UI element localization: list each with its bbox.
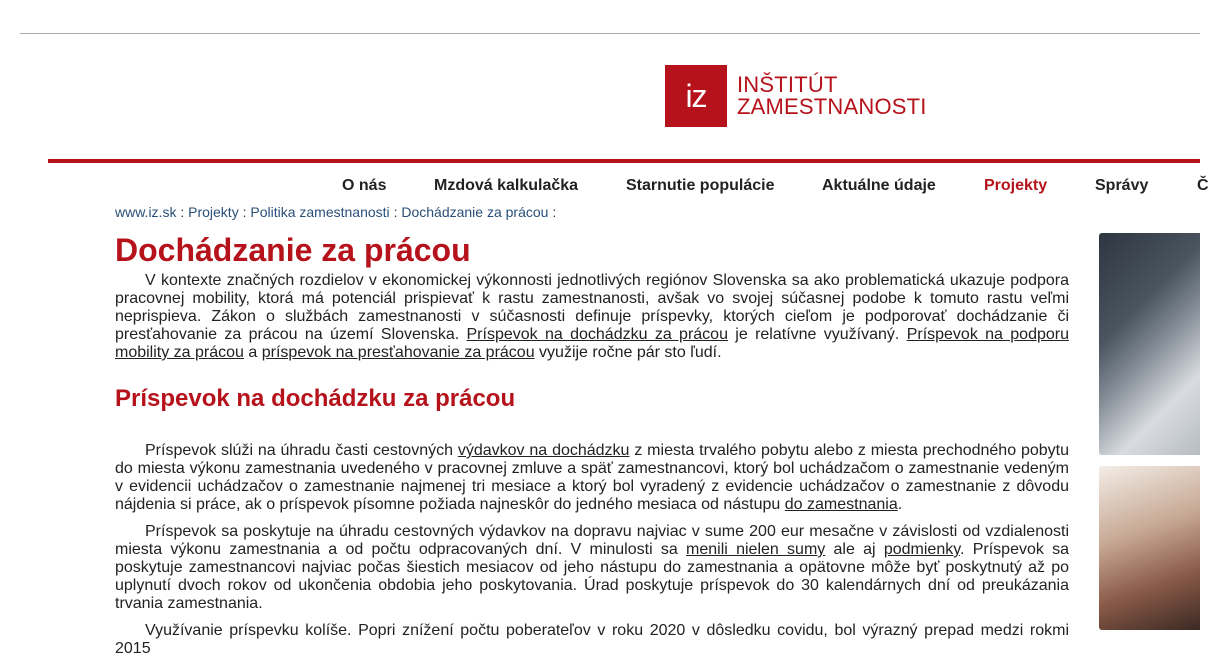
- link-menili-sumy[interactable]: menili nielen sumy: [686, 541, 826, 558]
- paragraph-2: Príspevok sa poskytuje na úhradu cestovných výdavkov na dopravu najviac v sume 200 eur mesačne v závislosti od vzdialenosti miesta výkonu zamestnania a od počtu odpracovaných dní. V minulosti sa menili nielen sumy ale aj podmienky. Príspevok sa poskytuje zamestnancovi najviac počas šiestich mesiacov od jeho nástupu do zamestnania a opätovne môže byť poskytnutý až po uplynutí dvoch rokov od ukončenia obdobia jeho poskytovania. Úrad poskytuje príspevok do 30 kalendárnych dní od preukázania trvania zamestnania.: [115, 523, 1070, 612]
- nav-item-partial[interactable]: Č: [1197, 177, 1209, 194]
- breadcrumb: www.iz.sk : Projekty : Politika zamestnanosti : Dochádzanie za prácou :: [115, 204, 557, 220]
- link-do-zamestnania[interactable]: do zamestnania: [784, 496, 898, 513]
- paragraph-3: Využívanie príspevku kolíše. Popri znížení počtu poberateľov v roku 2020 v dôsledku covidu, bol výrazný prepad medzi rokmi 2015: [115, 622, 1069, 657]
- link-vydavky-dochadzka[interactable]: výdavkov na dochádzku: [457, 442, 630, 459]
- breadcrumb-home[interactable]: www.iz.sk: [115, 204, 177, 220]
- logo-mark: iz: [665, 65, 727, 127]
- breadcrumb-current[interactable]: Dochádzanie za prácou: [401, 204, 549, 220]
- nav-item-spravy[interactable]: Správy: [1095, 177, 1149, 194]
- link-prispevok-prestahovanie[interactable]: príspevok na presťahovanie za prácou: [261, 344, 535, 361]
- link-prispevok-mobilita[interactable]: Príspevok na podporu mobility za prácou: [115, 326, 1069, 361]
- nav-item-mzdova-kalkulacka[interactable]: Mzdová kalkulačka: [434, 177, 579, 194]
- section-title: Príspevok na dochádzku za prácou: [115, 385, 516, 412]
- site-logo[interactable]: [665, 65, 927, 127]
- top-divider: [20, 33, 1200, 34]
- logo-line-1: INŠTITÚT: [737, 72, 838, 97]
- sidebar-photo-2[interactable]: [1099, 466, 1200, 630]
- intro-paragraph: V kontexte značných rozdielov v ekonomickej výkonnosti jednotlivých regiónov Slovenska sa ako problematická ukazuje podpora pracovnej mobility, ktorá má potenciál prispievať k rastu zamestnanosti, avšak vo svojej súčasnej podobe k tomuto rastu veľmi neprispieva. Zákon o službách zamestnanosti v súčasnosti definuje príspevky, ktorých cieľom je podporovať dochádzanie či presťahovanie za prácou na území Slovenska. Príspevok na dochádzku za prácou je relatívne využívaný. Príspevok na podporu mobility za prácou a príspevok na presťahovanie za prácou využije ročne pár sto ľudí.: [115, 272, 1069, 361]
- nav-item-aktualne-udaje[interactable]: Aktuálne údaje: [822, 177, 936, 194]
- link-podmienky[interactable]: podmienky: [883, 541, 961, 558]
- sidebar-photo-1[interactable]: [1099, 233, 1200, 455]
- nav-item-projekty[interactable]: Projekty: [984, 177, 1048, 194]
- nav-item-starnutie-populacie[interactable]: Starnutie populácie: [626, 177, 775, 194]
- main-content: [115, 228, 1069, 667]
- link-prispevok-dochadzka[interactable]: Príspevok na dochádzku za prácou: [466, 326, 728, 343]
- logo-text: [737, 74, 927, 118]
- breadcrumb-projekty[interactable]: Projekty: [188, 204, 239, 220]
- logo-line-2: ZAMESTNANOSTI: [737, 94, 927, 119]
- page-title: Dochádzanie za prácou: [115, 232, 471, 268]
- header-red-bar: [48, 159, 1200, 163]
- nav-item-o-nas[interactable]: O nás: [342, 177, 387, 194]
- main-nav: [0, 177, 1209, 199]
- breadcrumb-politika[interactable]: Politika zamestnanosti: [250, 204, 390, 220]
- paragraph-1: Príspevok slúži na úhradu časti cestovných výdavkov na dochádzku z miesta trvalého pobytu alebo z miesta prechodného pobytu do miesta výkonu zamestnania uvedeného v pracovnej zmluve a späť zamestnancovi, ktorý bol uchádzačom o zamestnanie vedeným v evidencii uchádzačov o zamestnanie najmenej tri mesiace a ktorý bol vyradený z evidencie uchádzačov o zamestnanie z dôvodu nájdenia si práce, ak o príspevok písomne požiada najneskôr do jedného mesiaca od nástupu do zamestnania.: [115, 442, 1070, 513]
